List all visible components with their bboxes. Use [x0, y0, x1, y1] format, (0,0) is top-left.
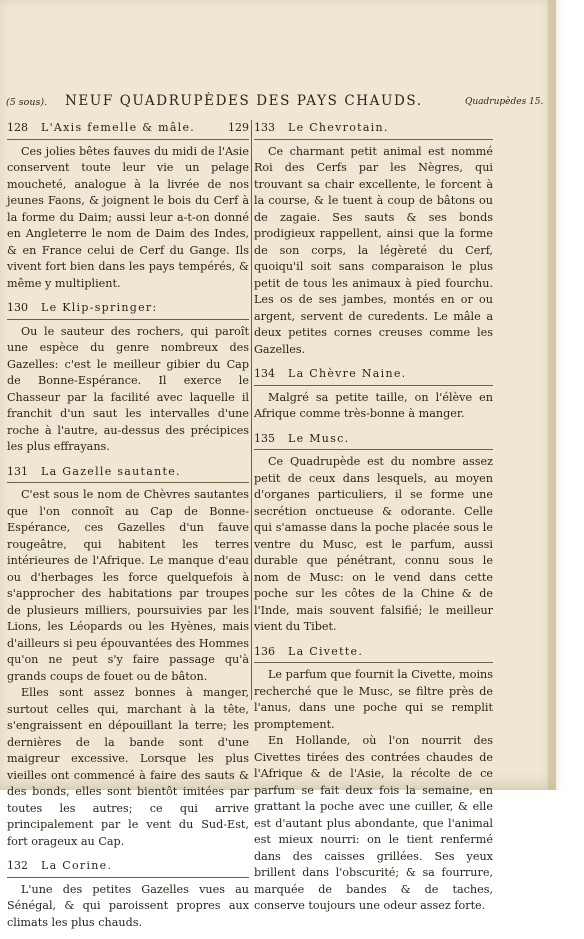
- entry-130: [7, 300, 249, 456]
- header-right-note: Quadrupèdes 15.: [465, 97, 544, 107]
- entry-heading: [254, 366, 493, 386]
- entry-number-right: 129: [228, 121, 249, 134]
- entry-paragraph: Ces jolies bêtes fauves du midi de l'Asie conservent toute leur vie un pelage moucheté, analogue à la livrée de nos jeunes Faons, & joignent le bois du Cerf à la forme du Daim; aussi leur a-t-on donné en Angleterre le nom de Daim des Indes, & en France celui de Cerf du Gange. Ils vivent fort bien dans les pays tempérés, & même y multiplient.: [7, 144, 249, 290]
- entry-paragraph: L'une des petites Gazelles vues au Sénégal, & qui paroissent propres aux climats les plus chauds.: [7, 882, 249, 929]
- entry-heading: [7, 120, 249, 140]
- entry-body: [254, 144, 493, 359]
- entry-131: [7, 464, 249, 851]
- entry-body: [7, 882, 249, 932]
- entry-title: L'Axis femelle & mâle.: [41, 121, 196, 134]
- entry-title: Le Klip-springer:: [41, 301, 158, 314]
- entry-title: Le Musc.: [288, 431, 350, 445]
- entry-134: [254, 366, 493, 423]
- page-edge: [548, 0, 562, 790]
- entry-paragraph: Le parfum que fournit la Civette, moins recherché que le Musc, se filtre près de l'anus, dans une poche qui se remplit promptement.: [254, 668, 493, 731]
- entry-body: [254, 667, 493, 915]
- entry-body: [254, 454, 493, 636]
- entry-title: La Corine.: [41, 859, 113, 872]
- entry-body: [254, 390, 493, 423]
- entry-135: [254, 431, 493, 636]
- entry-body: [7, 324, 249, 456]
- entry-paragraph: C'est sous le nom de Chèvres sautantes que l'on connoît au Cap de Bonne-Espérance, ces Gazelles d'un fauve rougeâtre, qui habitent les terres intérieures de l'Afrique. Le manque d'eau ou d'herbages les force quelquefois à s'approcher des habitations par troupes de plusieurs milliers, poursuivies par les Lions, les Léopards ou les Hyènes, mais d'ailleurs si peu épouvantées des Hommes qu'on ne peut s'y faire passage qu'à grands coups de fouet ou de bâton.: [7, 488, 249, 683]
- running-header: [0, 93, 556, 113]
- right-column: [254, 120, 493, 923]
- entry-paragraph: Ce charmant petit animal est nommé Roi des Cerfs par les Nègres, qui trouvant sa chair excellente, le forcent à la course, & le tuent à coup de bâtons ou de zagaie. Ses sauts & ses bonds prodigieux rappellent, ainsi que la forme de son corps, la légèreté du Cerf, quoiqu'il soit sans comparaison le plus petit de tous les animaux à pied fourchu. Les os de ses jambes, montés en or ou argent, servent de curedents. Le mâle a deux petites cornes creuses comme les Gazelles.: [254, 144, 493, 356]
- entry-128: [7, 120, 249, 292]
- entry-title: La Civette.: [288, 644, 364, 658]
- entry-heading: [254, 644, 493, 664]
- entry-number: 135: [254, 431, 275, 445]
- entry-title: La Chèvre Naine.: [288, 367, 407, 380]
- entry-paragraph: Ce Quadrupède est du nombre assez petit de ceux dans lesquels, au moyen d'organes particuliers, il se forme une secrétion onctueuse & odorante. Celle qui s'amasse dans la poche placée sous le ventre du Musc, est le parfum, aussi durable que pénétrant, connu sous le nom de Musc: on le vend dans cette poche sur les côtes de la Chine & de l'Inde, mais souvent falsifié; le meilleur vient du Tibet.: [254, 455, 493, 633]
- entry-heading: [7, 464, 249, 484]
- entry-132: [7, 858, 249, 931]
- entry-number: 130: [7, 301, 28, 314]
- entry-heading: [7, 300, 249, 320]
- entry-body: [7, 487, 249, 850]
- entry-number: 134: [254, 367, 275, 380]
- header-left-note: (5 sous).: [6, 97, 48, 108]
- page-title: NEUF QUADRUPÈDES DES PAYS CHAUDS.: [65, 93, 423, 109]
- column-divider: [251, 120, 252, 700]
- entry-paragraph: Elles sont assez bonnes à manger, surtout celles qui, marchant à la tête, s'engraissent en dépouillant la terre; les dernières de la bande sont d'une maigreur excessive. Lorsque les plus vieilles ont commencé à faire des sauts & des bonds, elles sont bientôt imitées par toutes les autres; ce qui arrive principalement par le vent du Sud-Est, fort orageux au Cap.: [7, 686, 249, 848]
- entry-133: [254, 120, 493, 358]
- entry-number: 136: [254, 644, 275, 658]
- entry-number: 133: [254, 121, 275, 134]
- entry-heading: [254, 120, 493, 140]
- entry-paragraph: Ou le sauteur des rochers, qui paroît une espèce du genre nombreux des Gazelles: c'est le meilleur gibier du Cap de Bonne-Espérance. Il exerce le Chasseur par la facilité avec laquelle il franchit d'un saut les intervalles d'une roche à l'autre, au-dessus des précipices les plus effrayans.: [7, 324, 249, 453]
- entry-number: 131: [7, 464, 28, 478]
- entry-136: [254, 644, 493, 915]
- entry-heading: [254, 431, 493, 451]
- left-column: [7, 120, 249, 939]
- entry-title: La Gazelle sautante.: [41, 464, 181, 478]
- entry-title: Le Chevrotain.: [288, 121, 389, 134]
- entry-number: 128: [7, 121, 28, 134]
- entry-body: [7, 144, 249, 293]
- entry-paragraph: En Hollande, où l'on nourrit des Civettes tirées des contrées chaudes de l'Afrique & de l'Asie, la récolte de ce parfum se fait deux fois la semaine, en grattant la poche avec une cuiller, & elle est d'autant plus abondante, que l'animal est mieux nourri: on le tient renfermé dans des caisses grillées. Ses yeux brillent dans l'obscurité; & sa fourrure, marquée de bandes & de taches, conserve toujours une odeur assez forte.: [254, 734, 493, 912]
- entry-number: 132: [7, 859, 28, 872]
- entry-paragraph: Malgré sa petite taille, on l'élève en Afrique comme très-bonne à manger.: [254, 390, 493, 420]
- entry-heading: [7, 858, 249, 878]
